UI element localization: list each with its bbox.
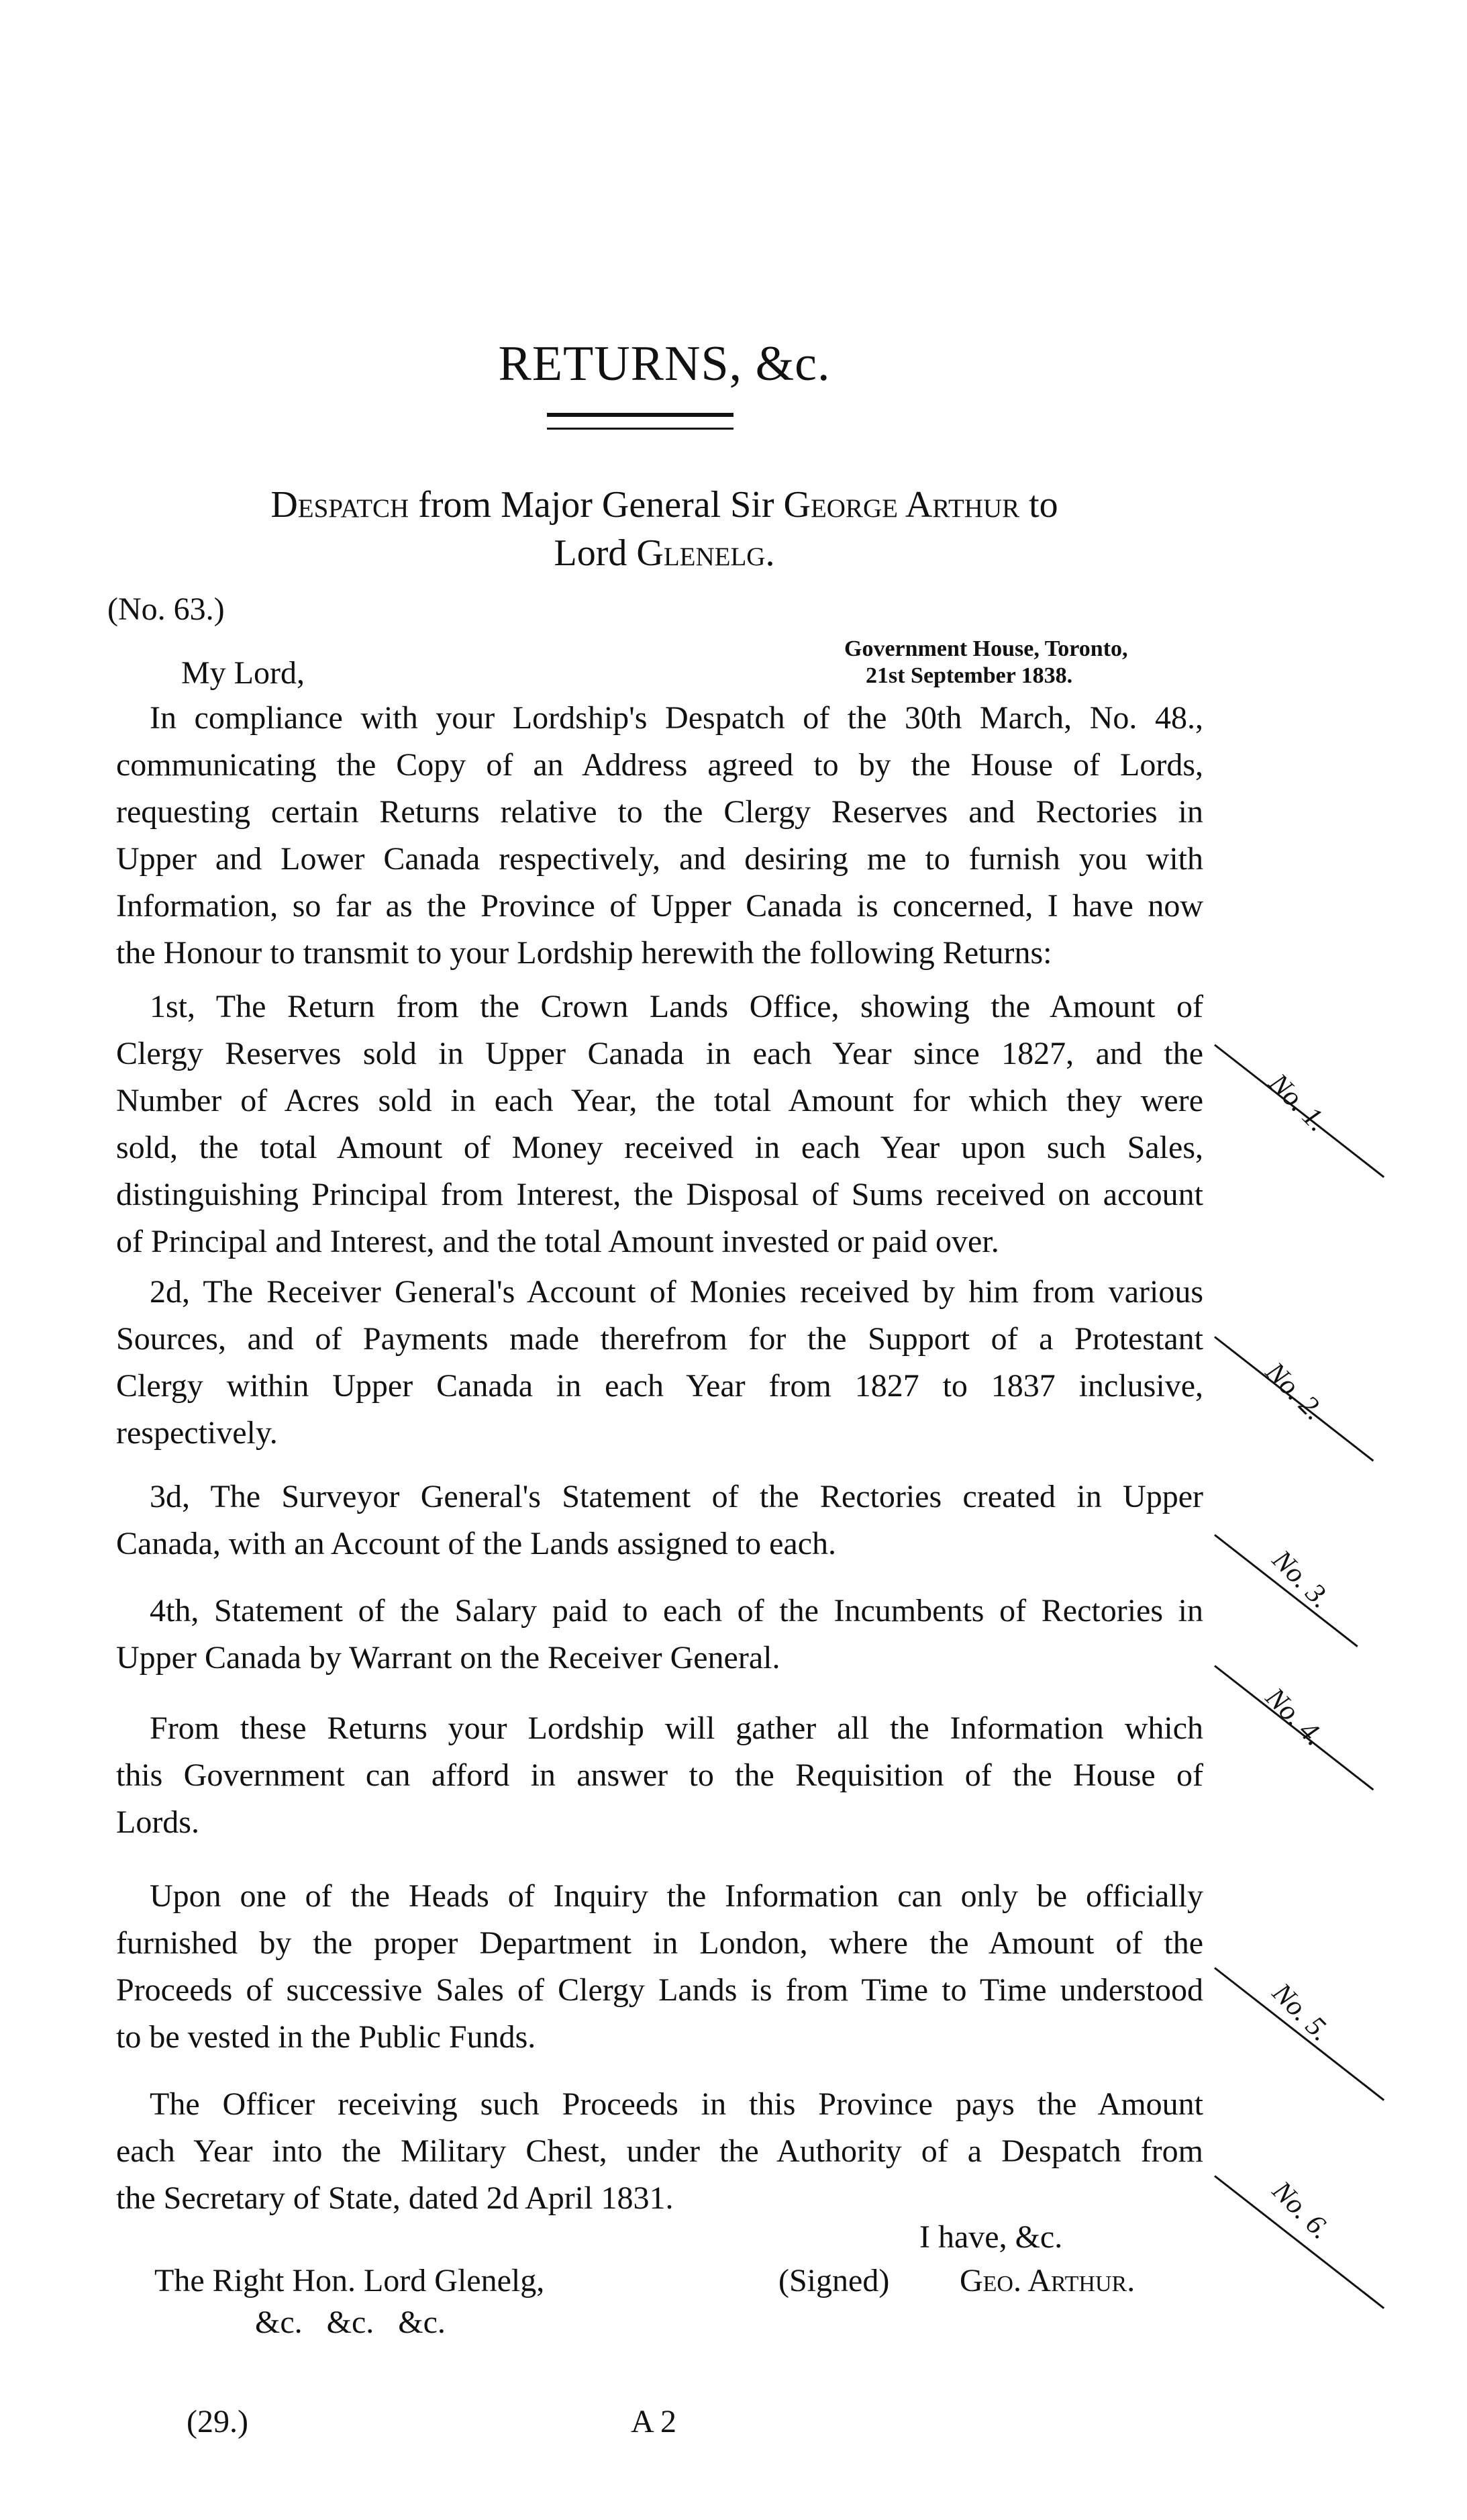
- paragraph-line: Information, so far as the Province of Upper Canada is concerned, I have now: [116, 888, 1203, 924]
- paragraph-line: Number of Acres sold in each Year, the total Amount for which they were: [116, 1083, 1203, 1118]
- address-place: Government House, Toronto,: [844, 636, 1128, 661]
- margin-note-2: No. 2.: [1259, 1356, 1330, 1427]
- paragraph-line: communicating the Copy of an Address agreed to by the House of Lords,: [116, 747, 1203, 783]
- paragraph-line: sold, the total Amount of Money received in each Year upon such Sales,: [116, 1130, 1203, 1165]
- paragraph-7: [116, 1873, 1203, 2061]
- paragraph-line: The Officer receiving such Proceeds in this Province pays the Amount: [150, 2086, 1203, 2122]
- paragraph-8: [116, 2081, 1203, 2222]
- paragraph-line: In compliance with your Lordship's Despatch of the 30th March, No. 48.,: [150, 700, 1203, 736]
- footer-signature-mark: A 2: [631, 2404, 677, 2439]
- paragraph-line: each Year into the Military Chest, under the Authority of a Despatch from: [116, 2133, 1203, 2169]
- heading-lord: Lord: [554, 532, 637, 574]
- paragraph-line: Sources, and of Payments made therefrom for the Support of a Protestant: [116, 1321, 1203, 1357]
- paragraph-line: the Secretary of State, dated 2d April 1831.: [116, 2180, 674, 2216]
- margin-note-5: No. 5.: [1266, 1977, 1337, 2048]
- paragraph-line: 3d, The Surveyor General's Statement of the Rectories created in Upper: [150, 1479, 1203, 1514]
- paragraph-line: 4th, Statement of the Salary paid to each of the Incumbents of Rectories in: [150, 1593, 1203, 1629]
- margin-note-6: No. 6.: [1266, 2175, 1337, 2246]
- paragraph-line: Clergy Reserves sold in Upper Canada in each Year since 1827, and the: [116, 1036, 1203, 1071]
- paragraph-line: this Government can afford in answer to the Requisition of the House of: [116, 1757, 1203, 1793]
- paragraph-line: 1st, The Return from the Crown Lands Office, showing the Amount of: [150, 989, 1203, 1024]
- footer-page-number: (29.): [187, 2404, 248, 2439]
- paragraph-5: [116, 1588, 1203, 1682]
- paragraph-line: 2d, The Receiver General's Account of Monies received by him from various: [150, 1274, 1203, 1310]
- signature: Geo. Arthur.: [960, 2263, 1135, 2298]
- paragraph-line: Canada, with an Account of the Lands assigned to each.: [116, 1526, 837, 1561]
- page-title: RETURNS, &c.: [498, 336, 831, 391]
- salutation: My Lord,: [181, 655, 305, 691]
- paragraph-line: Upper Canada by Warrant on the Receiver General.: [116, 1640, 780, 1676]
- paragraph-line: Lords.: [116, 1804, 199, 1840]
- paragraph-3: [116, 1269, 1203, 1457]
- heading-despatch-word: Despatch: [270, 484, 409, 526]
- paragraph-line: to be vested in the Public Funds.: [116, 2019, 536, 2055]
- closing: I have, &c.: [919, 2219, 1063, 2255]
- heading-to: to: [1019, 484, 1058, 526]
- paragraph-line: Upon one of the Heads of Inquiry the Information can only be officially: [150, 1878, 1203, 1914]
- paragraph-line: Clergy within Upper Canada in each Year from 1827 to 1837 inclusive,: [116, 1368, 1203, 1404]
- paragraph-line: of Principal and Interest, and the total Amount invested or paid over.: [116, 1224, 999, 1259]
- despatch-number: (No. 63.): [107, 591, 225, 627]
- paragraph-line: furnished by the proper Department in London, where the Amount of the: [116, 1925, 1203, 1961]
- paragraph-line: Upper and Lower Canada respectively, and desiring me to furnish you with: [116, 841, 1203, 877]
- despatch-heading-line1: [0, 483, 1329, 526]
- paragraph-4: [116, 1473, 1203, 1567]
- paragraph-1: [116, 695, 1203, 977]
- signed-label: (Signed): [778, 2263, 890, 2298]
- paragraph-line: From these Returns your Lordship will gather all the Information which: [150, 1710, 1203, 1746]
- heading-text: from Major General Sir: [409, 484, 784, 526]
- despatch-heading-line2: [0, 532, 1329, 575]
- paragraph-line: respectively.: [116, 1415, 278, 1451]
- recipient-line2: &c. &c. &c.: [255, 2305, 446, 2340]
- address-date: 21st September 1838.: [866, 663, 1073, 688]
- margin-note-3: No. 3.: [1266, 1544, 1337, 1615]
- margin-note-1: No. 1.: [1262, 1067, 1333, 1138]
- heading-sender-name: George Arthur: [783, 484, 1020, 526]
- paragraph-line: distinguishing Principal from Interest, the Disposal of Sums received on account: [116, 1177, 1203, 1212]
- paragraph-6: [116, 1705, 1203, 1846]
- paragraph-2: [116, 983, 1203, 1265]
- heading-recipient-name: Glenelg.: [636, 532, 775, 574]
- margin-note-4: No. 4.: [1259, 1682, 1330, 1753]
- recipient-line1: The Right Hon. Lord Glenelg,: [154, 2263, 545, 2298]
- paragraph-line: the Honour to transmit to your Lordship herewith the following Returns:: [116, 935, 1052, 971]
- title-rule: [547, 413, 734, 430]
- paragraph-line: Proceeds of successive Sales of Clergy Lands is from Time to Time understood: [116, 1972, 1203, 2008]
- paragraph-line: requesting certain Returns relative to the Clergy Reserves and Rectories in: [116, 794, 1203, 830]
